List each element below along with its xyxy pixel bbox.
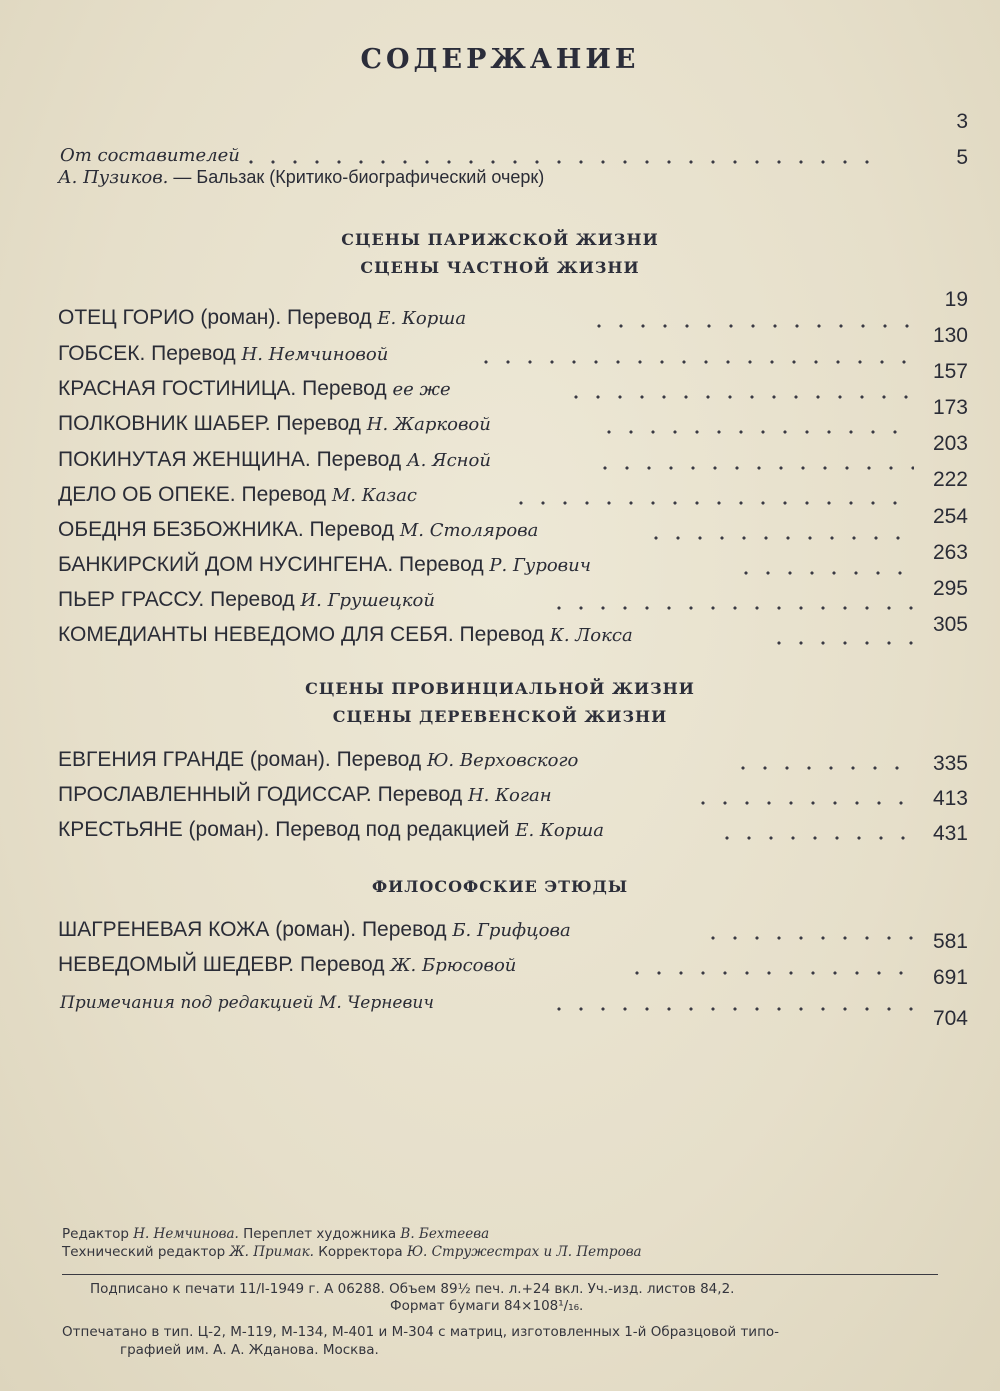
leader-dots [548,1007,914,1011]
translator: М. Столярова [399,520,539,541]
leader-dots [645,536,915,540]
work-title: ОБЕДНЯ БЕЗБОЖНИКА. Перевод [58,518,400,541]
translator: Ж. Брюсовой [390,955,517,976]
entry-title [58,412,491,436]
toc-entry[interactable] [0,300,1000,334]
work-title: ШАГРЕНЕВАЯ КОЖА (роман). Перевод [58,918,453,941]
imprint-line [62,1244,642,1260]
toc-entry[interactable] [0,582,1000,616]
translator: Н. Немчиновой [241,344,389,365]
imprint-format: Формат бумаги 84×108¹/₁₆. [390,1298,584,1314]
imprint-printed: графией им. А. А. Жданова. Москва. [120,1342,379,1358]
toc-entry[interactable] [0,512,1000,546]
imprint-line [62,1226,489,1242]
page-number: 413 [932,787,968,810]
leader-dots [692,801,912,805]
page-number: 254 [932,505,968,528]
leader-dots [716,836,912,840]
leader-dots [598,430,913,434]
imprint-label: Редактор [62,1226,134,1242]
toc-entry[interactable] [0,477,1000,511]
toc-entry[interactable] [0,371,1000,405]
translator: И. Грушецкой [300,590,435,611]
author: А. Пузиков. [58,167,169,188]
section-heading: ФИЛОСОФСКИЕ ЭТЮДЫ [371,877,629,896]
entry-title: От составителей [60,145,240,166]
imprint-label: Корректора [313,1244,407,1260]
page-number: 581 [932,930,968,953]
imprint-printed: Отпечатано в тип. Ц-2, М-119, М-134, М-401 и М-304 с матриц, изготовленных 1-й Образцовой типо- [62,1324,780,1340]
translator: Н. Коган [467,785,552,806]
section-heading: СЦЕНЫ ПАРИЖСКОЙ ЖИЗНИ [341,230,659,249]
page-number: 19 [944,288,968,311]
work-title: ГОБСЕК. Перевод [58,342,242,365]
toc-entry[interactable] [0,547,1000,581]
section-subheading: СЦЕНЫ ЧАСТНОЙ ЖИЗНИ [360,258,640,277]
page-title: СОДЕРЖАНИЕ [360,44,640,75]
translator: Ю. Верховского [426,750,579,771]
work-title: ПОКИНУТАЯ ЖЕНЩИНА. Перевод [58,448,407,471]
entry-title [58,953,516,977]
entry-title [58,377,451,401]
translator: К. Локса [549,625,633,646]
page-number: 173 [932,396,968,419]
imprint-label: Переплет художника [238,1226,401,1242]
divider [62,1274,938,1275]
entry-title [58,306,466,330]
entry-title: Примечания под редакцией М. Черневич [60,993,434,1013]
imprint-label: Технический редактор [62,1244,230,1260]
work-title: ЕВГЕНИЯ ГРАНДЕ (роман). Перевод [58,748,427,771]
entry-title [58,748,578,772]
page-number: 263 [932,541,968,564]
work-title: КРЕСТЬЯНЕ (роман). Перевод под редакцией [58,818,516,841]
section-subheading: СЦЕНЫ ДЕРЕВЕНСКОЙ ЖИЗНИ [332,707,668,726]
entry-title [58,553,591,577]
tech-editor-name: Ж. Примак. [229,1244,314,1260]
entry-title [58,483,417,507]
page-number: 130 [932,324,968,347]
imprint-signed: Подписано к печати 11/I-1949 г. А 06288. Объем 89½ печ. л.+24 вкл. Уч.-изд. листов 84,2. [90,1281,735,1297]
translator: Н. Жарковой [366,414,491,435]
page-number: 335 [932,752,968,775]
work-title: ПЬЕР ГРАССУ. Перевод [58,588,301,611]
entry-title [58,918,571,942]
entry-title [58,783,552,807]
leader-dots [702,936,914,940]
leader-dots [510,501,914,505]
page-number: 157 [932,360,968,383]
section-heading: СЦЕНЫ ПРОВИНЦИАЛЬНОЙ ЖИЗНИ [305,679,695,698]
toc-entry[interactable] [0,983,1000,1017]
entry-title [58,518,538,542]
page-number: 5 [956,146,968,169]
entry-title [58,818,604,842]
page-number: 704 [932,1007,968,1030]
page-number: 431 [932,822,968,845]
leader-dots [565,395,915,399]
entry-title [58,342,388,366]
entry-title [58,167,544,188]
work-title: БАНКИРСКИЙ ДОМ НУСИНГЕНА. Перевод [58,553,490,576]
leader-dots [548,606,914,610]
leader-dots [768,641,915,645]
artist-name: В. Бехтеева [400,1226,490,1242]
leader-dots [588,324,918,328]
toc-entry[interactable] [0,617,1000,651]
leader-dots [732,766,912,770]
translator: А. Ясной [406,450,491,471]
work-title: ПОЛКОВНИК ШАБЕР. Перевод [58,412,367,435]
leader-dots [594,466,914,470]
work-title: КОМЕДИАНТЫ НЕВЕДОМО ДЛЯ СЕБЯ. Перевод [58,623,550,646]
toc-entry[interactable] [0,742,1000,776]
translator: ее же [392,379,451,400]
entry-title [58,448,491,472]
leader-dots [735,571,915,575]
page-number: 222 [932,468,968,491]
entry-title [58,588,435,612]
page-number: 305 [932,613,968,636]
work-title: КРАСНАЯ ГОСТИНИЦА. Перевод [58,377,393,400]
work-title: ДЕЛО ОБ ОПЕКЕ. Перевод [58,483,332,506]
toc-entry[interactable] [0,442,1000,476]
work-title: ПРОСЛАВЛЕННЫЙ ГОДИССАР. Перевод [58,783,468,806]
leader-dots [475,360,915,364]
page-number: 203 [932,432,968,455]
toc-entry[interactable] [0,947,1000,981]
toc-entry[interactable] [0,812,1000,846]
entry-title [58,623,633,647]
translator: Е. Корша [515,820,604,841]
editor-name: Н. Немчинова. [133,1226,239,1242]
leader-dots [626,971,914,975]
proofreader-names: Ю. Стружестрах и Л. Петрова [406,1244,642,1260]
toc-entry[interactable] [0,912,1000,946]
page-number: 295 [932,577,968,600]
toc-entry[interactable] [0,158,1000,192]
translator: М. Казас [331,485,418,506]
translator: Е. Корша [377,308,467,329]
page-number: 691 [932,966,968,989]
toc-entry[interactable] [0,336,1000,370]
translator: Б. Грифцова [452,920,571,941]
toc-entry[interactable] [0,777,1000,811]
work-title: НЕВЕДОМЫЙ ШЕДЕВР. Перевод [58,953,391,976]
toc-entry[interactable] [0,406,1000,440]
page-number: 3 [956,110,968,133]
entry-text: — Бальзак (Критико-биографический очерк) [168,167,545,187]
translator: Р. Гурович [489,555,591,576]
work-title: ОТЕЦ ГОРИО (роман). Перевод [58,306,378,329]
